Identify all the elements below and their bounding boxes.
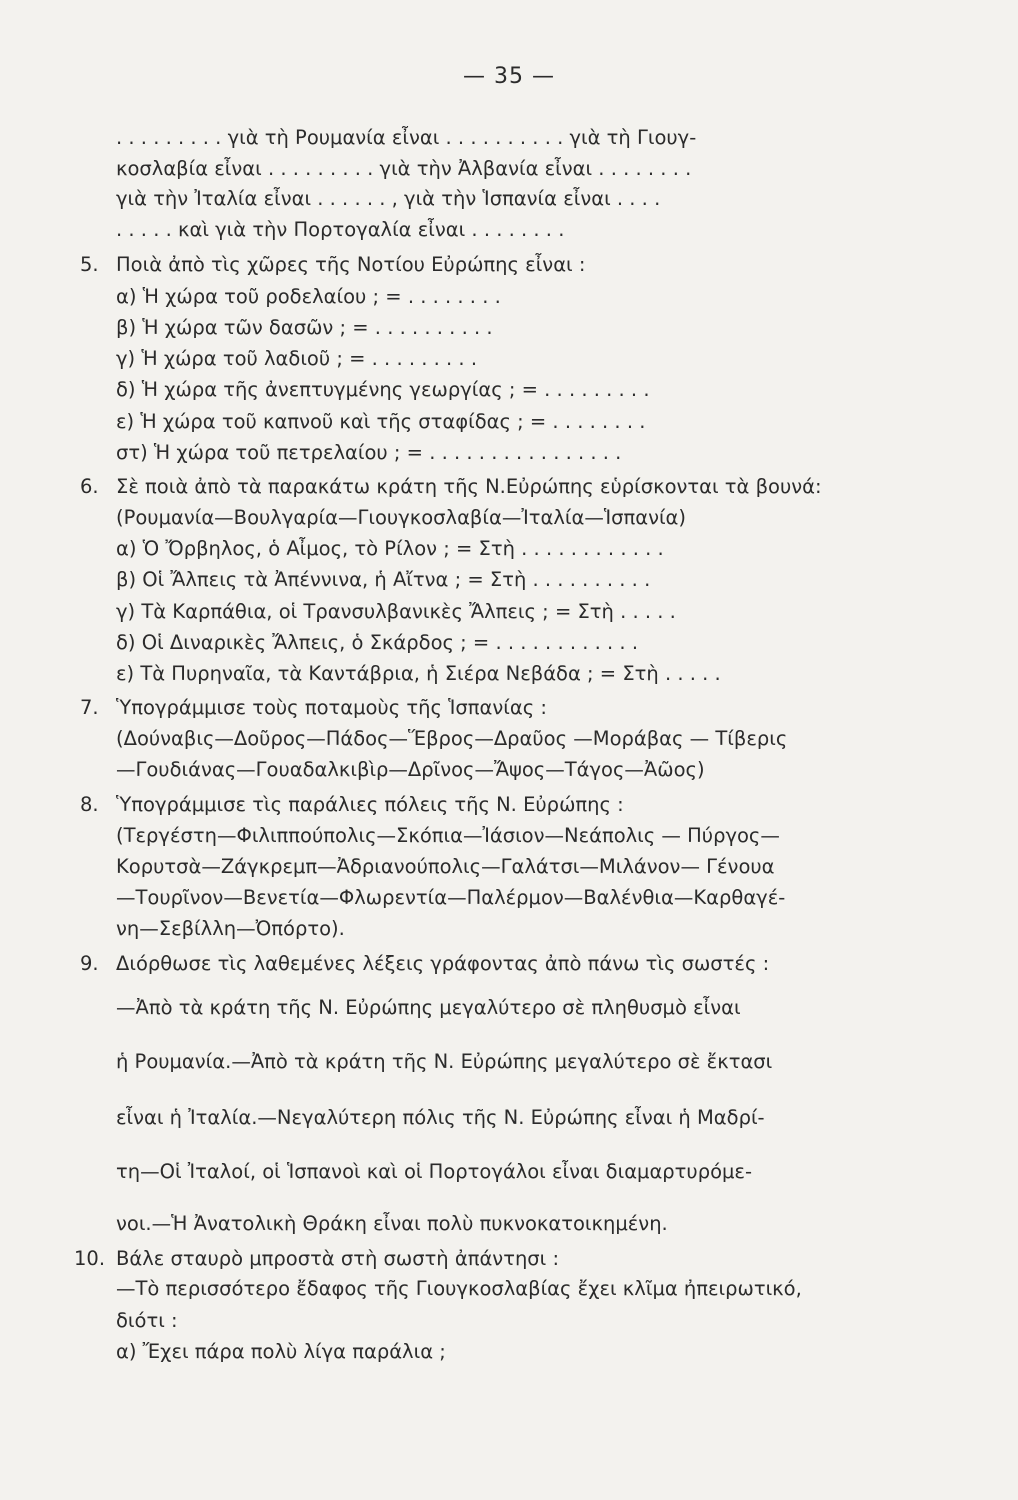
q9-line: νοι.—Ἡ Ἀνατολικὴ Θράκη εἶναι πολὺ πυκνοκατοικημένη.	[116, 1212, 668, 1235]
q9-line: ἡ Ρουμανία.—Ἀπὸ τὰ κράτη τῆς Ν. Εὐρώπης μεγαλύτερο σὲ ἔκτασι	[116, 1050, 773, 1073]
q5-line: ε) Ἡ χώρα τοῦ καπνοῦ καὶ τῆς σταφίδας ; = . . . . . . . .	[116, 410, 646, 433]
q9-line: εἶναι ἡ Ἰταλία.—Νεγαλύτερη πόλις τῆς Ν. Εὐρώπης εἶναι ἡ Μαδρί-	[116, 1106, 765, 1129]
question-number-5: 5.	[80, 253, 99, 276]
q5-line: στ) Ἡ χώρα τοῦ πετρελαίου ; = . . . . . . . . . . . . . . . .	[116, 441, 622, 464]
q8-line: (Τεργέστη—Φιλιππούπολις—Σκόπια—Ἰάσιον—Νεάπολις — Πύργος—	[116, 824, 780, 847]
q7-line: —Γουδιάνας—Γουαδαλκιβὶρ—Δρῖνος—Ἄψος—Τάγος—Ἀῶος)	[116, 758, 705, 781]
q5-line: β) Ἡ χώρα τῶν δασῶν ; = . . . . . . . . . .	[116, 316, 493, 339]
q5-line: Ποιὰ ἀπὸ τὶς χῶρες τῆς Νοτίου Εὐρώπης εἶναι :	[116, 253, 586, 276]
question-number-10: 10.	[74, 1247, 106, 1270]
q8-line: Κορυτσὰ—Ζάγκρεμπ—Ἀδριανούπολις—Γαλάτσι—Μιλάνον— Γένουα	[116, 855, 775, 878]
q8-line: νη—Σεβίλλη—Ὀπόρτο).	[116, 917, 345, 940]
q6-line: (Ρουμανία—Βουλγαρία—Γιουγκοσλαβία—Ἰταλία—Ἱσπανία)	[116, 506, 687, 529]
q5-line: α) Ἡ χώρα τοῦ ροδελαίου ; = . . . . . . . .	[116, 285, 501, 308]
q8-line: Ὑπογράμμισε τὶς παράλιες πόλεις τῆς Ν. Εὐρώπης :	[116, 793, 624, 816]
q5-line: γ) Ἡ χώρα τοῦ λαδιοῦ ; = . . . . . . . . .	[116, 347, 478, 370]
q10-line: —Τὸ περισσότερο ἔδαφος τῆς Γιουγκοσλαβίας ἔχει κλῖμα ἠπειρωτικό,	[116, 1277, 802, 1300]
q9-line: τη—Οἱ Ἰταλοί, οἱ Ἱσπανοὶ καὶ οἱ Πορτογάλοι εἶναι διαμαρτυρόμε-	[116, 1160, 752, 1183]
page-number: — 35 —	[463, 64, 555, 89]
question-number-8: 8.	[80, 793, 99, 816]
q8-line: —Τουρῖνον—Βενετία—Φλωρεντία—Παλέρμον—Βαλένθια—Καρθαγέ-	[116, 886, 786, 909]
q10-line: α) Ἔχει πάρα πολὺ λίγα παράλια ;	[116, 1340, 446, 1363]
q5-line: δ) Ἡ χώρα τῆς ἀνεπτυγμένης γεωργίας ; = . . . . . . . . .	[116, 378, 650, 401]
intro-line: . . . . . . . . . γιὰ τὴ Ρουμανία εἶναι . . . . . . . . . . γιὰ τὴ Γιουγ-	[116, 126, 697, 149]
q6-line: Σὲ ποιὰ ἀπὸ τὰ παρακάτω κράτη τῆς Ν.Εὐρώπης εὑρίσκονται τὰ βουνά:	[116, 475, 822, 498]
q7-line: (Δούναβις—Δοῦρος—Πάδος—Ἕβρος—Δραῦος —Μοράβας — Τίβερις	[116, 727, 788, 750]
intro-line: κοσλαβία εἶναι . . . . . . . . . γιὰ τὴν Ἀλβανία εἶναι . . . . . . . .	[116, 157, 692, 180]
q6-line: α) Ὁ Ὄρβηλος, ὁ Αἶμος, τὸ Ρίλον ; = Στὴ . . . . . . . . . . . .	[116, 537, 664, 560]
q6-line: β) Οἱ Ἄλπεις τὰ Ἀπέννινα, ἡ Αἴτνα ; = Στὴ . . . . . . . . . .	[116, 568, 651, 591]
q6-line: δ) Οἱ Διναρικὲς Ἄλπεις, ὁ Σκάρδος ; = . . . . . . . . . . . .	[116, 631, 639, 654]
q6-line: γ) Τὰ Καρπάθια, οἱ Τρανσυλβανικὲς Ἄλπεις ; = Στὴ . . . . .	[116, 600, 676, 623]
q9-line: Διόρθωσε τὶς λαθεμένες λέξεις γράφοντας ἀπὸ πάνω τὶς σωστές :	[116, 952, 770, 975]
q10-line: διότι :	[116, 1309, 178, 1332]
q9-line: —Ἀπὸ τὰ κράτη τῆς Ν. Εὐρώπης μεγαλύτερο σὲ πληθυσμὸ εἶναι	[116, 996, 741, 1019]
intro-line: γιὰ τὴν Ἰταλία εἶναι . . . . . . , γιὰ τὴν Ἱσπανία εἶναι . . . .	[116, 187, 661, 210]
intro-line: . . . . . καὶ γιὰ τὴν Πορτογαλία εἶναι . . . . . . . .	[116, 218, 565, 241]
q7-line: Ὑπογράμμισε τοὺς ποταμοὺς τῆς Ἱσπανίας :	[116, 696, 547, 719]
question-number-7: 7.	[80, 696, 99, 719]
question-number-6: 6.	[80, 475, 99, 498]
q6-line: ε) Τὰ Πυρηναῖα, τὰ Καντάβρια, ἡ Σιέρα Νεβάδα ; = Στὴ . . . . .	[116, 662, 721, 685]
q10-line: Βάλε σταυρὸ μπροστὰ στὴ σωστὴ ἀπάντησι :	[116, 1247, 560, 1270]
question-number-9: 9.	[80, 952, 99, 975]
